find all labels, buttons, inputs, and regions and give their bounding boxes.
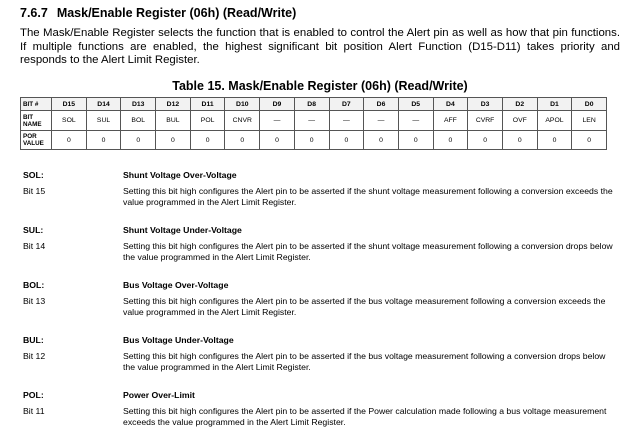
- por-value-cell: 0: [225, 131, 260, 150]
- por-value-cell: 0: [52, 131, 87, 150]
- bit-name-cell: OVF: [502, 111, 537, 131]
- por-value-cell: 0: [156, 131, 191, 150]
- bit-number-cell: D4: [433, 98, 468, 111]
- bit-number-cell: D7: [329, 98, 364, 111]
- por-value-cell: 0: [121, 131, 156, 150]
- bit-name-cell: CNVR: [225, 111, 260, 131]
- bit-abbr: SUL:: [23, 225, 44, 235]
- bit-number-cell: D5: [398, 98, 433, 111]
- por-value-cell: 0: [86, 131, 121, 150]
- bit-number-cell: D6: [364, 98, 399, 111]
- bit-number-cell: D0: [572, 98, 607, 111]
- por-value-cell: 0: [329, 131, 364, 150]
- section-title: Mask/Enable Register (06h) (Read/Write): [56, 6, 297, 20]
- bit-name-label: BIT NAME: [21, 111, 52, 131]
- bit-number-label: BIT #: [21, 98, 52, 111]
- por-value-cell: 0: [468, 131, 503, 150]
- register-table: [20, 97, 607, 150]
- bit-text: Setting this bit high configures the Alert pin to be asserted if the shunt voltage measurement following a conversion exceeds the value programmed in the Alert Limit Register.: [123, 186, 613, 207]
- bit-name-cell: —: [398, 111, 433, 131]
- por-value-cell: 0: [433, 131, 468, 150]
- bit-number-cell: D11: [190, 98, 225, 111]
- bit-name-cell: BUL: [156, 111, 191, 131]
- bit-number-cell: D1: [537, 98, 572, 111]
- section-heading: [20, 6, 296, 20]
- bit-text: Setting this bit high configures the Alert pin to be asserted if the shunt voltage measurement following a conversion drops below the value programmed in the Alert Limit Register.: [123, 241, 613, 262]
- bit-title: Power Over-Limit: [123, 390, 195, 400]
- bit-abbr: BUL:: [23, 335, 44, 345]
- bit-name-cell: —: [364, 111, 399, 131]
- section-paragraph: The Mask/Enable Register selects the function that is enabled to control the Alert pin as well as how that pin functions. If multiple functions are enabled, the highest significant bit position Alert Function (D15-D11) takes priority and responds to the Alert Limit Register.: [20, 27, 620, 66]
- bit-text: Setting this bit high configures the Alert pin to be asserted if the Power calculation made following a bus voltage measurement exceeds the value programmed in the Alert Limit Register.: [123, 406, 607, 427]
- bit-name-cell: CVRF: [468, 111, 503, 131]
- bit-text: Setting this bit high configures the Alert pin to be asserted if the bus voltage measurement following a conversion exceeds the value programmed in the Alert Limit Register.: [123, 296, 606, 317]
- bit-number-cell: D10: [225, 98, 260, 111]
- bit-abbr: POL:: [23, 390, 44, 400]
- bit-number: Bit 13: [23, 296, 46, 306]
- bit-name-row: [21, 111, 607, 131]
- bit-name-cell: BOL: [121, 111, 156, 131]
- bit-name-cell: —: [294, 111, 329, 131]
- bit-number: Bit 12: [23, 351, 46, 361]
- bit-number-cell: D14: [86, 98, 121, 111]
- por-value-cell: 0: [537, 131, 572, 150]
- section-number: 7.6.7: [20, 6, 48, 20]
- bit-title: Bus Voltage Over-Voltage: [123, 280, 229, 290]
- por-value-cell: 0: [364, 131, 399, 150]
- por-value-cell: 0: [294, 131, 329, 150]
- bit-number-cell: D8: [294, 98, 329, 111]
- bit-number: Bit 11: [23, 406, 45, 416]
- bit-name-cell: AFF: [433, 111, 468, 131]
- bit-abbr: BOL:: [23, 280, 45, 290]
- bit-name-cell: APOL: [537, 111, 572, 131]
- por-value-label: POR VALUE: [21, 131, 52, 150]
- bit-number-cell: D2: [502, 98, 537, 111]
- bit-name-cell: SUL: [86, 111, 121, 131]
- bit-number-cell: D13: [121, 98, 156, 111]
- bit-number-cell: D3: [468, 98, 503, 111]
- bit-title: Bus Voltage Under-Voltage: [123, 335, 234, 345]
- bit-title: Shunt Voltage Under-Voltage: [123, 225, 242, 235]
- bit-number-cell: D9: [260, 98, 295, 111]
- bit-number: Bit 15: [23, 186, 46, 196]
- bit-title: Shunt Voltage Over-Voltage: [123, 170, 237, 180]
- bit-name-cell: POL: [190, 111, 225, 131]
- por-value-cell: 0: [502, 131, 537, 150]
- por-value-row: [21, 131, 607, 150]
- bit-name-cell: —: [260, 111, 295, 131]
- por-value-cell: 0: [260, 131, 295, 150]
- por-value-cell: 0: [398, 131, 433, 150]
- bit-number: Bit 14: [23, 241, 46, 251]
- bit-number-cell: D12: [156, 98, 191, 111]
- por-value-cell: 0: [572, 131, 607, 150]
- bit-name-cell: LEN: [572, 111, 607, 131]
- bit-abbr: SOL:: [23, 170, 44, 180]
- por-value-cell: 0: [190, 131, 225, 150]
- bit-number-row: [21, 98, 607, 111]
- bit-text: Setting this bit high configures the Alert pin to be asserted if the bus voltage measurement following a conversion drops below the value programmed in the Alert Limit Register.: [123, 351, 606, 372]
- table-title: Table 15. Mask/Enable Register (06h) (Read/Write): [172, 79, 468, 93]
- bit-name-cell: —: [329, 111, 364, 131]
- bit-name-cell: SOL: [52, 111, 87, 131]
- bit-number-cell: D15: [52, 98, 87, 111]
